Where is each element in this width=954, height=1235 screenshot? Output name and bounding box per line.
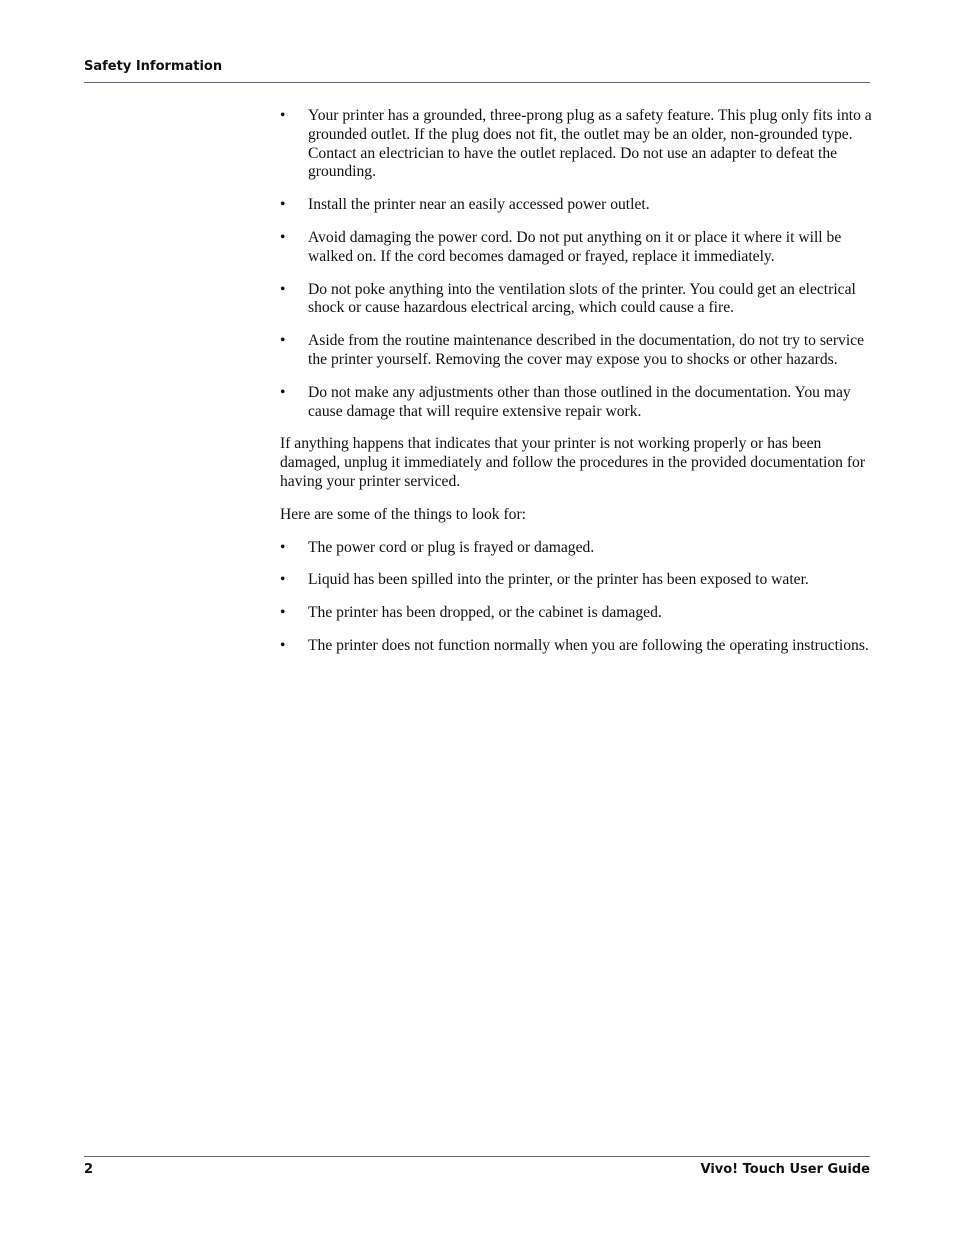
list-item-text: Do not poke anything into the ventilation slots of the printer. You could get an electrical shock or cause hazardous electrical arcing, which could cause a fire. <box>308 280 856 317</box>
list-item <box>280 637 872 656</box>
bullet-glyph: • <box>280 196 286 214</box>
bullet-glyph: • <box>280 107 286 124</box>
list-item <box>280 332 872 370</box>
footer-rule <box>84 1156 870 1157</box>
list-item-text: Install the printer near an easily accessed power outlet. <box>308 196 650 214</box>
list-item-text: Do not make any adjustments other than those outlined in the documentation. You may cause damage that will require extensive repair work. <box>308 383 851 420</box>
bullet-glyph: • <box>280 636 286 654</box>
page-content <box>280 107 872 670</box>
bullet-glyph: • <box>280 571 286 589</box>
list-item <box>280 571 872 590</box>
bullet-glyph: • <box>280 332 286 350</box>
list-item <box>280 384 872 422</box>
bullet-glyph: • <box>280 228 286 246</box>
list-item-text: Avoid damaging the power cord. Do not put anything on it or place it where it will be walked on. If the cord becomes damaged or frayed, replace it immediately. <box>308 228 842 265</box>
list-item-text: Liquid has been spilled into the printer, or the printer has been exposed to water. <box>308 571 809 589</box>
list-item <box>280 604 872 623</box>
header-rule <box>84 82 870 83</box>
list-item <box>280 281 872 319</box>
list-item <box>280 107 872 182</box>
bullet-glyph: • <box>280 538 286 556</box>
list-item-text: Your printer has a grounded, three-prong plug as a safety feature. This plug only fits into a grounded outlet. If the plug does not fit, the outlet may be an older, non-grounded type. Contact an electrician to have the outlet replaced. Do not use an adapter to defeat the grounding. <box>308 107 872 181</box>
list-item <box>280 229 872 267</box>
list-item-text: Aside from the routine maintenance described in the documentation, do not try to service the printer yourself. Removing the cover may expose you to shocks or other hazards. <box>308 332 865 368</box>
section-title: Safety Information <box>84 59 223 74</box>
bullet-glyph: • <box>280 280 286 298</box>
look-for-paragraph: Here are some of the things to look for: <box>280 505 526 523</box>
list-item-text: The power cord or plug is frayed or damaged. <box>308 538 595 556</box>
bullet-glyph: • <box>280 383 286 401</box>
damage-paragraph: If anything happens that indicates that your printer is not working properly or has been damaged, unplug it immediately and follow the procedures in the provided documentation for having your printer serviced. <box>280 435 866 490</box>
list-item <box>280 539 872 558</box>
guide-title: Vivo! Touch User Guide <box>700 1162 870 1177</box>
list-item-text: The printer has been dropped, or the cabinet is damaged. <box>308 604 662 622</box>
safety-bullet-list <box>280 107 872 421</box>
symptoms-bullet-list <box>280 539 872 656</box>
bullet-glyph: • <box>280 604 286 622</box>
list-item <box>280 196 872 215</box>
list-item-text: The printer does not function normally when you are following the operating instructions. <box>308 636 869 654</box>
page-number: 2 <box>84 1162 94 1177</box>
